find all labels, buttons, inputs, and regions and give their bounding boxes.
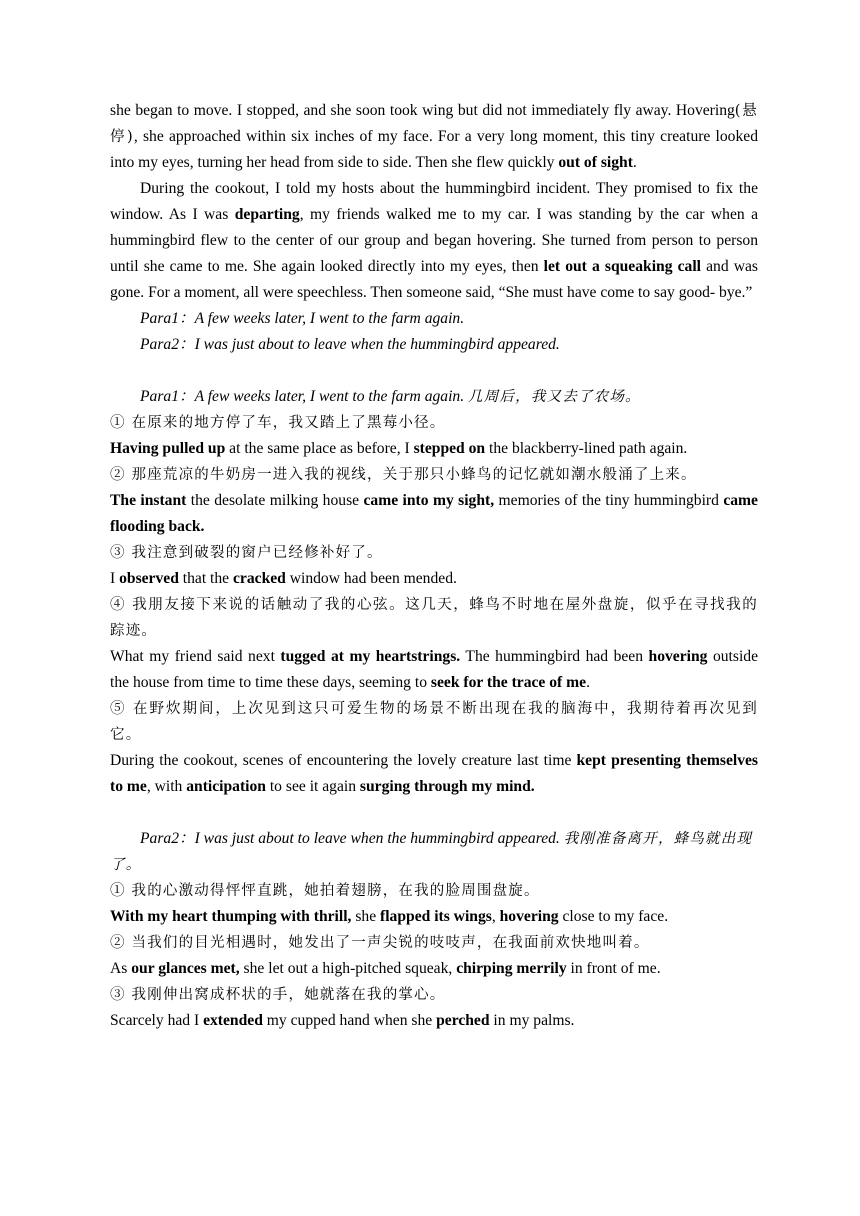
bold-phrase: The instant bbox=[110, 492, 187, 509]
text-run: , with bbox=[146, 778, 187, 795]
text-run: The hummingbird had been bbox=[460, 648, 649, 665]
text-run: I was just about to leave when the hummingbird appeared. bbox=[194, 336, 560, 353]
bold-phrase: our glances met, bbox=[131, 960, 240, 977]
text-run: As bbox=[110, 960, 132, 977]
text-run: A few weeks later, I went to the farm again. bbox=[194, 388, 465, 405]
text-run: , bbox=[491, 908, 500, 925]
bold-phrase: seek for the trace of me bbox=[430, 674, 587, 691]
bold-phrase: observed bbox=[119, 570, 179, 587]
text-run: she began to move. I stopped, and she soon took wing but did not immediately fly away. Hovering bbox=[110, 102, 735, 119]
chinese-sentence: ③ 我注意到破裂的窗户已经修补好了。 bbox=[110, 545, 383, 561]
bold-phrase: out of sight bbox=[558, 154, 633, 171]
text-run: During the cookout, I told my hosts about the hummingbird incident. They promised to fix the window. As I was bbox=[110, 180, 758, 223]
text-run: Para1： bbox=[140, 310, 195, 327]
text-run: . bbox=[586, 674, 590, 691]
english-translation bbox=[110, 644, 758, 696]
text-run: and was gone. For a moment, all were speechless. Then someone said, “She must have come to say good- bye.” bbox=[110, 258, 758, 301]
text-run: the blackberry-lined path again. bbox=[485, 440, 688, 457]
bold-phrase: surging through my mind. bbox=[359, 778, 535, 795]
text-run: to see it again bbox=[265, 778, 360, 795]
chinese-sentence: ⑤ 在野炊期间，上次见到这只可爱生物的场景不断出现在我的脑海中，我期待着再次见到它。 bbox=[110, 701, 758, 743]
chinese-sentence: ① 在原来的地方停了车，我又踏上了黑莓小径。 bbox=[110, 415, 446, 431]
text-run: What my friend said next bbox=[110, 648, 281, 665]
english-translation bbox=[110, 436, 758, 462]
text-run: my cupped hand when she bbox=[262, 1012, 437, 1029]
english-translation bbox=[110, 748, 758, 800]
bold-phrase: Having pulled up bbox=[110, 440, 226, 457]
text-run: outside the house from time to time these days, seeming to bbox=[110, 648, 758, 691]
story-paragraph-2 bbox=[110, 176, 758, 306]
text-run: at the same place as before, I bbox=[225, 440, 414, 457]
spacer bbox=[110, 800, 758, 826]
chinese-sentence: ① 我的心激动得怦怦直跳，她拍着翅膀，在我的脸周围盘旋。 bbox=[110, 883, 540, 899]
text-run: close to my face. bbox=[558, 908, 669, 925]
bold-phrase: With my heart thumping with thrill, bbox=[110, 908, 352, 925]
text-run: . bbox=[632, 154, 637, 171]
text-run: Para1： bbox=[140, 388, 195, 405]
text-run: memories of the tiny hummingbird bbox=[494, 492, 724, 509]
text-run: A few weeks later, I went to the farm again. bbox=[194, 310, 465, 327]
section2-items bbox=[110, 878, 758, 1034]
text-run: , she approached within six inches of my face. For a very long moment, this tiny creature looked into my eyes, turning her head from side to side. Then she flew quickly bbox=[110, 128, 758, 171]
chinese-sentence: ③ 我刚伸出窝成杯状的手，她就落在我的掌心。 bbox=[110, 987, 446, 1003]
text-run: , my friends walked me to my car. I was standing by the car when a hummingbird flew to the center of our group and began hovering. She turned from person to person until she came to me. She again looked directly into my eyes, then bbox=[110, 206, 759, 275]
bold-phrase: flapped its wings bbox=[380, 908, 492, 925]
section1-heading bbox=[110, 384, 758, 410]
text-run: 几周后，我又去了农场。 bbox=[468, 389, 641, 405]
text-run: she let out a high-pitched squeak, bbox=[239, 960, 457, 977]
prompt-para2 bbox=[110, 332, 758, 358]
text-run: that the bbox=[178, 570, 234, 587]
chinese-sentence: ④ 我朋友接下来说的话触动了我的心弦。这几天，蜂鸟不时地在屋外盘旋，似乎在寻找我的踪迹。 bbox=[110, 597, 758, 639]
text-run: in my palms. bbox=[489, 1012, 575, 1029]
english-translation bbox=[110, 904, 758, 930]
english-translation bbox=[110, 488, 758, 540]
document-body bbox=[110, 98, 758, 1034]
bold-phrase: let out a squeaking call bbox=[543, 258, 701, 275]
bold-phrase: came flooding back. bbox=[110, 492, 758, 535]
bold-phrase: cracked bbox=[233, 570, 286, 587]
bold-phrase: tugged at my heartstrings. bbox=[280, 648, 461, 665]
text-run: Scarcely had I bbox=[110, 1012, 204, 1029]
text-run: Para2： bbox=[140, 830, 195, 847]
text-run: 我刚准备离开，蜂鸟就出现了。 bbox=[110, 831, 753, 873]
bold-phrase: perched bbox=[436, 1012, 490, 1029]
text-run: Para2： bbox=[140, 336, 195, 353]
text-run: (悬停) bbox=[110, 103, 758, 145]
text-run: she bbox=[351, 908, 381, 925]
text-run: I was just about to leave when the hummingbird appeared. bbox=[194, 830, 560, 847]
bold-phrase: departing bbox=[234, 206, 300, 223]
section1-items bbox=[110, 410, 758, 800]
bold-phrase: anticipation bbox=[186, 778, 266, 795]
prompt-para1 bbox=[110, 306, 758, 332]
chinese-sentence: ② 当我们的目光相遇时，她发出了一声尖锐的吱吱声，在我面前欢快地叫着。 bbox=[110, 935, 650, 951]
text-run: the desolate milking house bbox=[186, 492, 364, 509]
text-run: window had been mended. bbox=[285, 570, 457, 587]
spacer bbox=[110, 358, 758, 384]
bold-phrase: hovering bbox=[499, 908, 559, 925]
bold-phrase: stepped on bbox=[413, 440, 486, 457]
bold-phrase: kept presenting themselves to me bbox=[110, 752, 758, 795]
english-translation bbox=[110, 1008, 758, 1034]
bold-phrase: came into my sight, bbox=[363, 492, 495, 509]
bold-phrase: chirping merrily bbox=[456, 960, 567, 977]
text-run: During the cookout, scenes of encountering the lovely creature last time bbox=[110, 752, 577, 769]
english-translation bbox=[110, 956, 758, 982]
story-paragraph-1 bbox=[110, 98, 758, 176]
section2-heading bbox=[110, 826, 758, 878]
text-run: in front of me. bbox=[566, 960, 661, 977]
text-run: I bbox=[110, 570, 120, 587]
chinese-sentence: ② 那座荒凉的牛奶房一进入我的视线，关于那只小蜂鸟的记忆就如潮水般涌了上来。 bbox=[110, 467, 697, 483]
english-translation bbox=[110, 566, 758, 592]
bold-phrase: hovering bbox=[648, 648, 708, 665]
bold-phrase: extended bbox=[203, 1012, 263, 1029]
